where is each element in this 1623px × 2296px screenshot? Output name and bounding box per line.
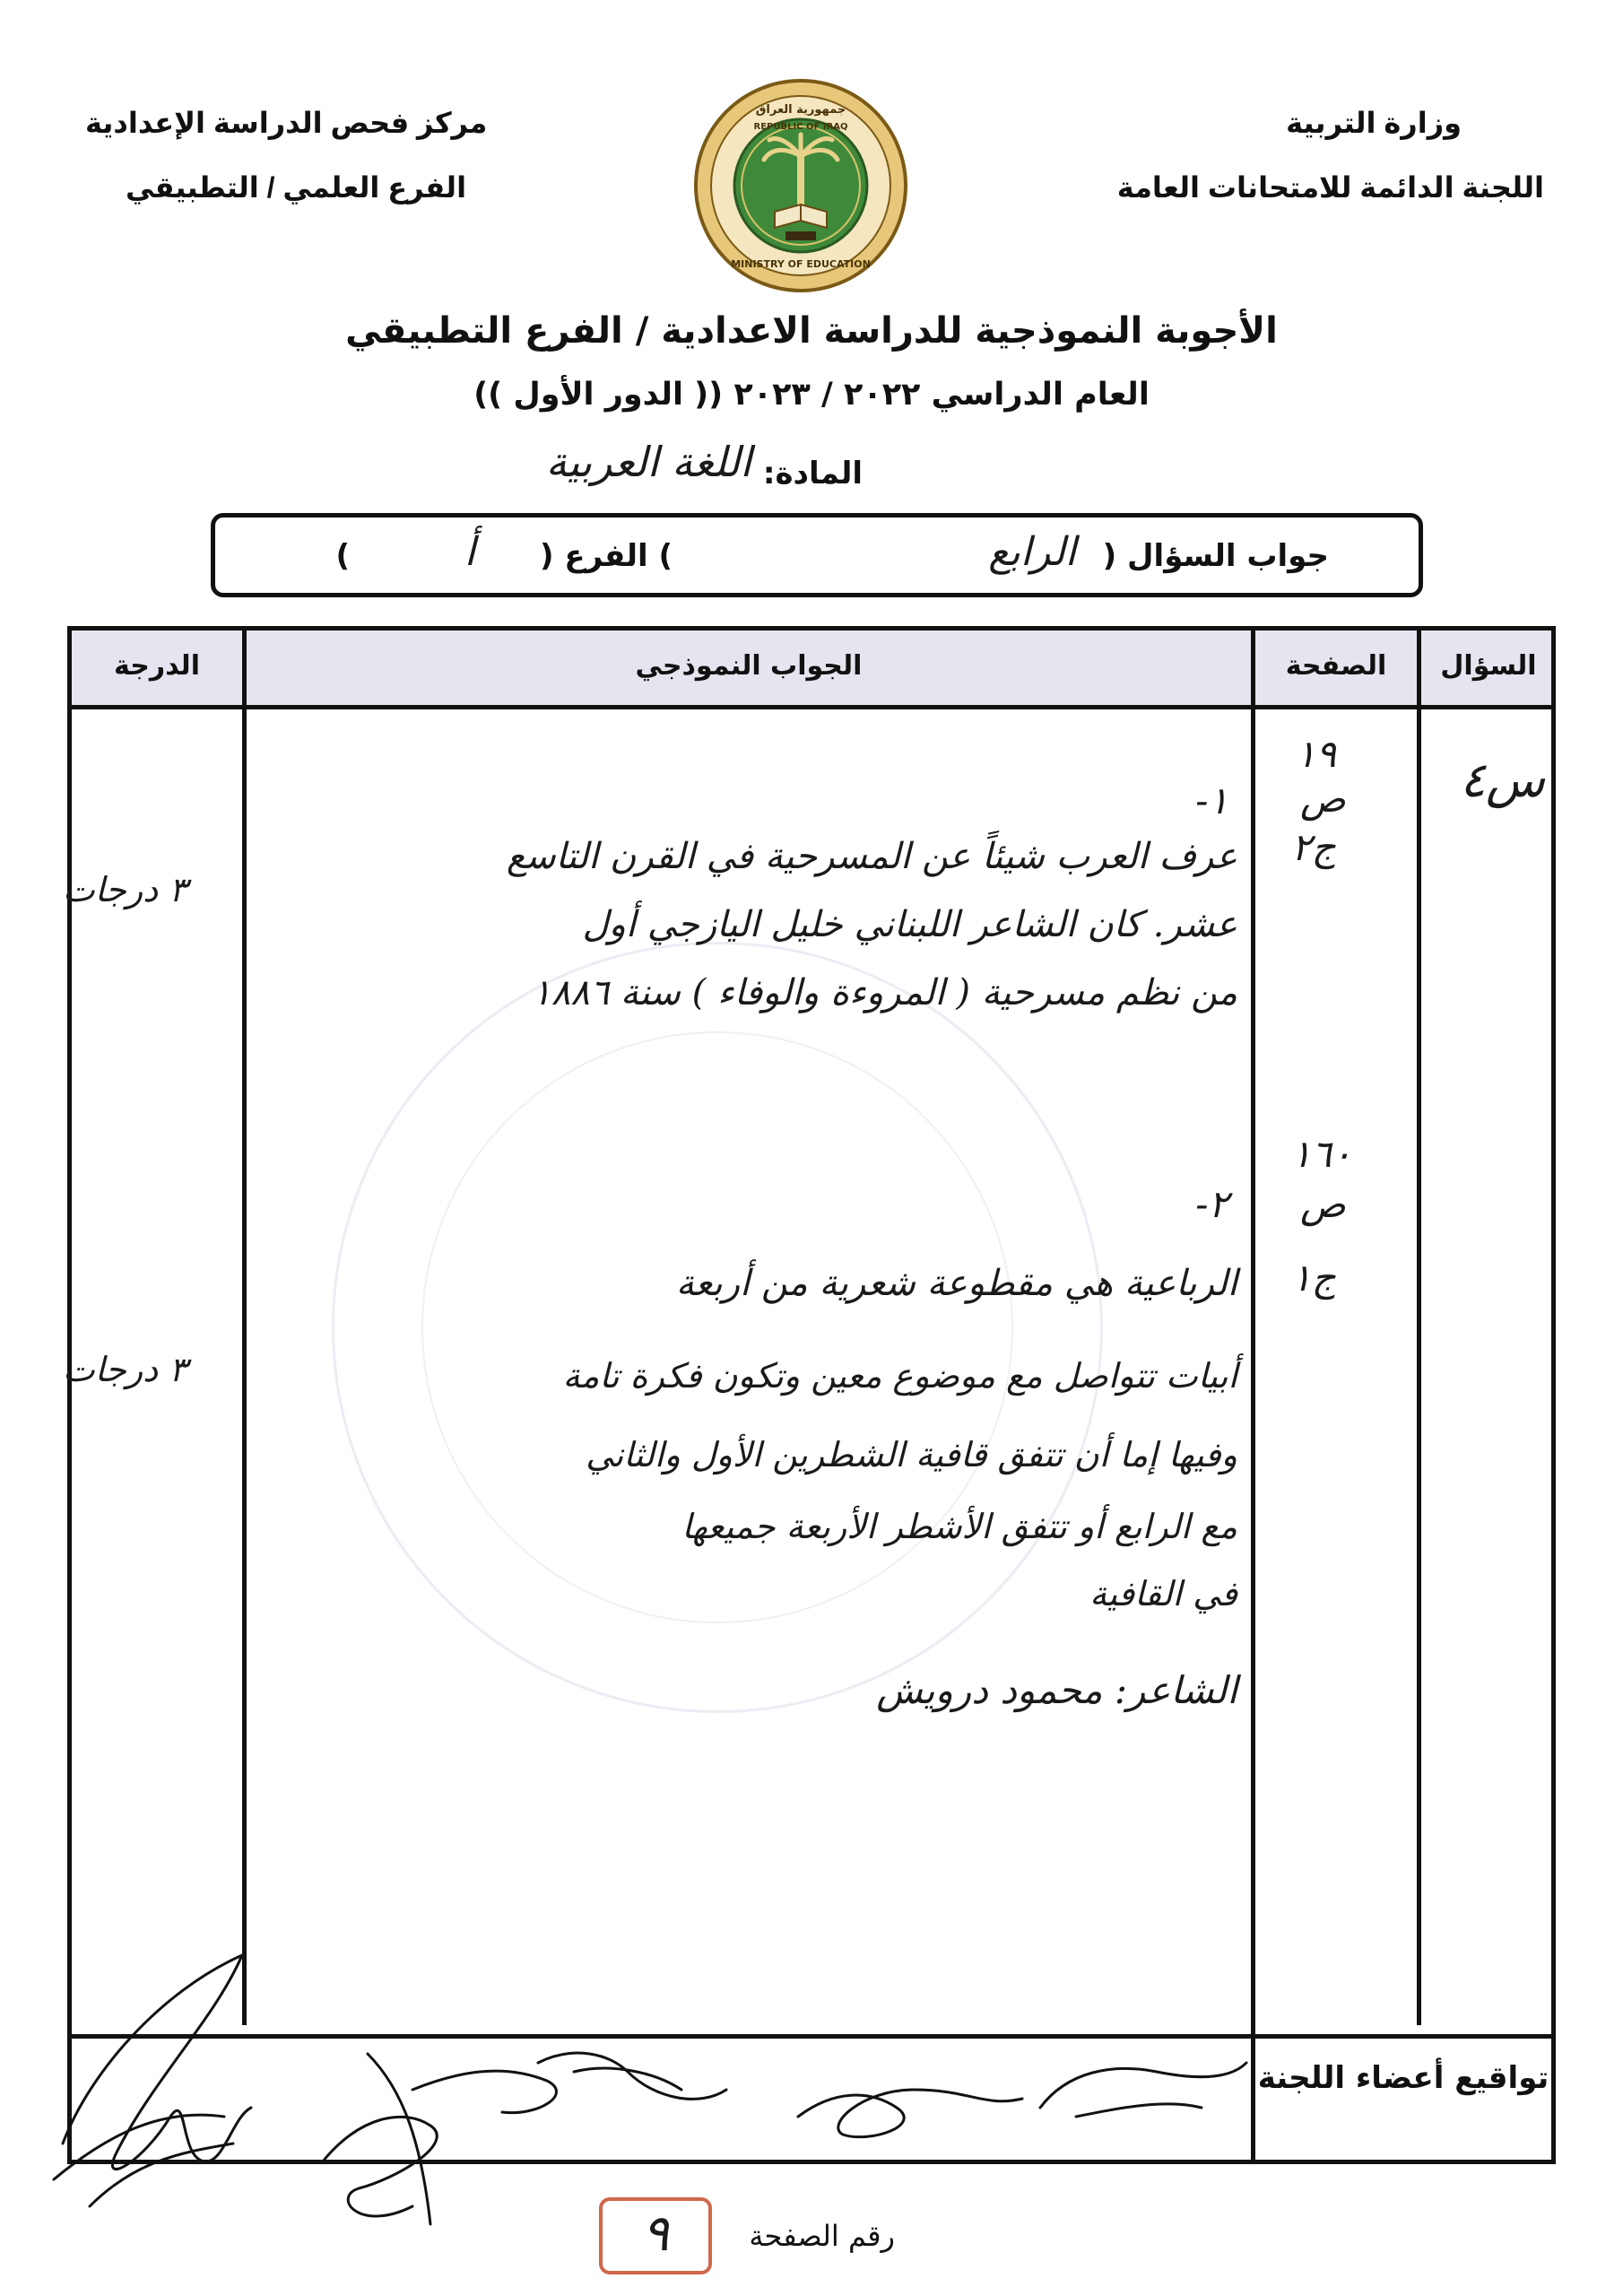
signatures-label: تواقيع أعضاء اللجنة <box>1257 2060 1549 2096</box>
branch-value: أ <box>464 529 475 575</box>
header-divider <box>72 705 1551 709</box>
seal-arabic-text: جمهورية العراق <box>755 103 846 117</box>
committee-signatures <box>36 1937 1255 2242</box>
entry2-item-number: ٢- <box>1195 1182 1228 1226</box>
document-title: الأجوبة النموذجية للدراسة الاعدادية / الفرع التطبيقي <box>345 310 1278 352</box>
branch-label: ) الفرع ( <box>539 538 673 574</box>
entry2-line3: وفيها إما أن تتفق قافية الشطرين الأول والثاني <box>586 1435 1237 1474</box>
subject-value: اللغة العربية <box>545 438 751 486</box>
question-value: الرابع <box>988 529 1076 575</box>
entry2-line5: في القافية <box>1089 1574 1237 1613</box>
entry2-line2: أبيات تتواصل مع موضوع معين وتكون فكرة تامة <box>562 1356 1237 1396</box>
header-model-answer: الجواب النموذجي <box>635 650 863 682</box>
entry1-page-letter: ص <box>1300 777 1346 821</box>
entry2-grade: ٣ درجات <box>63 1350 187 1389</box>
subject-label: المادة: <box>762 456 863 491</box>
grade-column-divider <box>242 631 247 2025</box>
header-page: الصفحة <box>1285 650 1387 682</box>
seal-english-bottom: MINISTRY OF EDUCATION <box>731 258 871 270</box>
entry1-grade: ٣ درجات <box>63 870 187 909</box>
page-number-label: رقم الصفحة <box>749 2219 895 2253</box>
branch-close: ) <box>335 538 350 574</box>
poet-name: الشاعر: محمود درويش <box>876 1668 1237 1712</box>
entry1-page-number: ١٩ <box>1296 732 1337 776</box>
entry1-part: ج٢ <box>1291 825 1336 869</box>
question-number: س٤ <box>1460 752 1545 808</box>
question-label: جواب السؤال ( <box>1102 538 1329 574</box>
entry1-line2: عشر. كان الشاعر اللبناني خليل اليازجي أول <box>582 904 1237 945</box>
committee-name: اللجنة الدائمة للامتحانات العامة <box>1116 171 1544 204</box>
seal-english-top: REPUBLIC OF IRAQ <box>753 122 848 132</box>
ministry-name: وزارة التربية <box>1286 107 1462 139</box>
academic-year: العام الدراسي ٢٠٢٢ / ٢٠٢٣ (( الدور الأول )) <box>473 377 1150 413</box>
entry1-item-number: ١- <box>1195 778 1228 822</box>
entry1-line3: من نظم مسرحية ( المروءة والوفاء ) سنة ١٨٨٦ <box>532 972 1237 1013</box>
entry2-line1: الرباعية هي مقطوعة شعرية من أربعة <box>675 1263 1237 1304</box>
entry2-page-number: ١٦٠ <box>1291 1132 1352 1176</box>
header-question: السؤال <box>1440 650 1537 682</box>
entry2-line4: مع الرابع أو تتفق الأشطر الأربعة جميعها <box>681 1507 1237 1546</box>
branch-name: الفرع العلمي / التطبيقي <box>126 171 467 204</box>
page-column-divider <box>1251 631 1255 2160</box>
entry2-page-letter: ص <box>1300 1182 1346 1226</box>
header-grade: الدرجة <box>114 650 200 682</box>
ministry-seal <box>692 77 909 294</box>
entry2-part: ج١ <box>1291 1256 1336 1300</box>
question-column-divider <box>1417 631 1421 2025</box>
entry1-line1: عرف العرب شيئاً عن المسرحية في القرن التاسع <box>506 836 1237 877</box>
center-name: مركز فحص الدراسة الإعدادية <box>85 107 488 139</box>
page-number-value: ٩ <box>641 2205 670 2263</box>
